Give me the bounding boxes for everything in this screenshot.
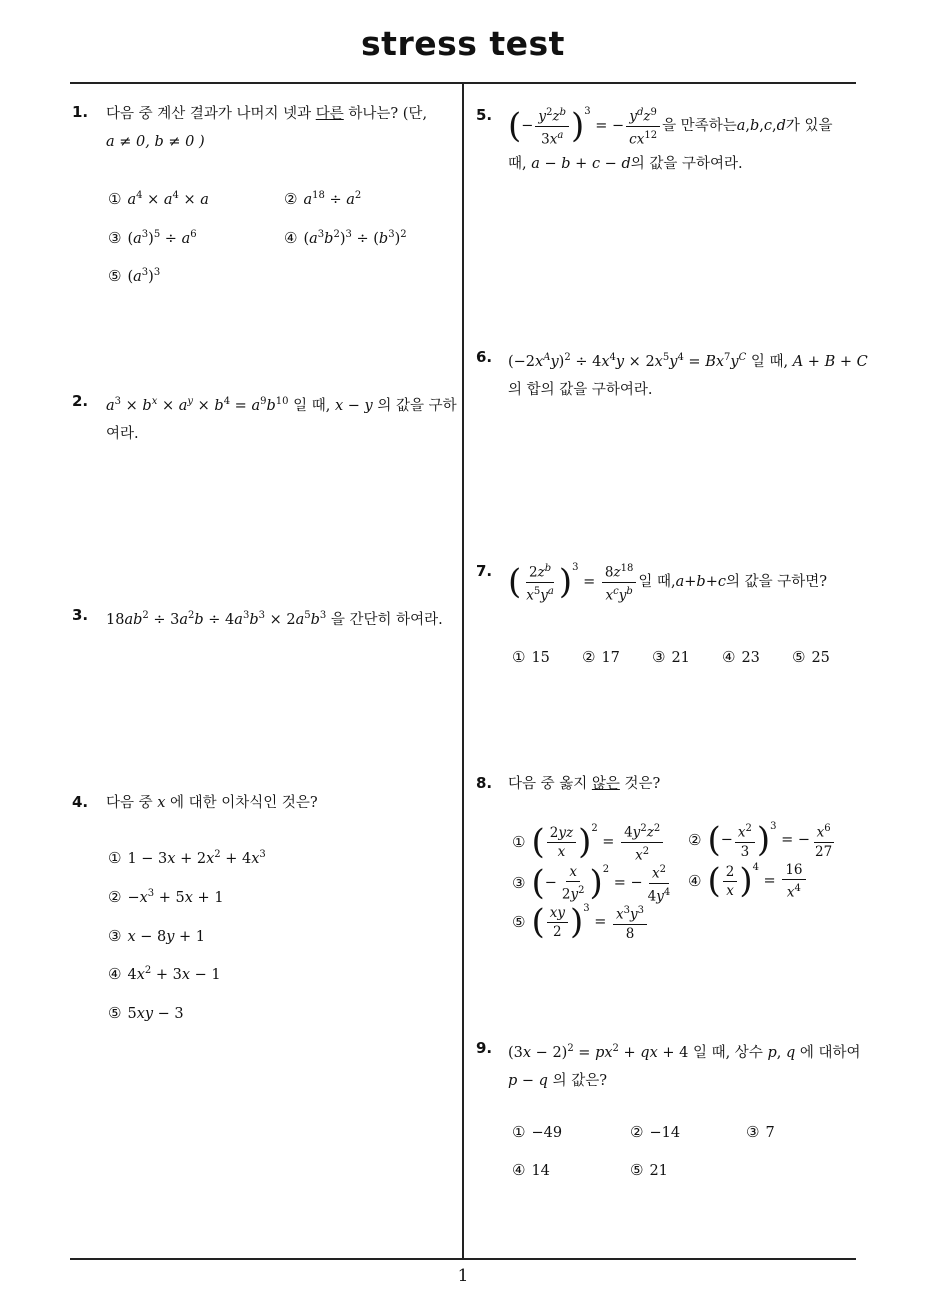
option-5[interactable]: ⑤ ( $\frac{xy}{2}$ ) 3 = $\frac{x^3y^3}{8}$ [512, 902, 649, 943]
option-1[interactable]: ① −49 [512, 1123, 563, 1141]
condition: a ≠ 0, b ≠ 0 ) [106, 134, 205, 150]
option-5[interactable]: ⑤ $(a^3)^3$ [108, 267, 161, 285]
option-1[interactable]: ① ( $\frac{2yz}{x}$ ) 2 = $\frac{4y^2z^2}{x^2}$ [512, 820, 665, 864]
option-1[interactable]: ① $1 - 3x + 2x^2 + 4x^3$ [108, 849, 266, 867]
option-4[interactable]: ④ $4x^2 + 3x - 1$ [108, 965, 221, 983]
question-text: 다음 중 x 에 대한 이차식인 것은? [106, 795, 318, 811]
page-number: 1 [457, 1266, 469, 1286]
question-number: 9. [476, 1039, 493, 1057]
option-3[interactable]: ③ ( − $\frac{x}{2y^2}$ ) 2 = − $\frac{x^2}{4y^4}$ [512, 863, 671, 904]
option-2[interactable]: ② $-x^3 + 5x + 1$ [108, 888, 224, 906]
question-text: $(-2x^Ay)^2 \div 4x^4y \times 2x^5y^4 = Bx^7y^C$ 일 때, A + B + C 의 합의 값을 구하여라. [508, 352, 868, 398]
question-text: $(3x - 2)^2 = px^2$ + qx + 4 일 때, 상수 p, q 에 대하여 p − q 의 값은? [508, 1043, 861, 1089]
option-2[interactable]: ② ( − $\frac{x^2}{3}$ ) 3 = − $\frac{x^6}{27}$ [688, 820, 833, 861]
question-text: ( − $\frac{y^2z^b}{3x^a}$ ) 3 = − $\frac{y^dz^9}{cx^{12}}$ 을 만족하는 a , b , c , d 가 있을 때, a − b + c − d의 값을 구하여라. [508, 106, 833, 172]
option-4[interactable]: ④ 14 [512, 1161, 550, 1179]
option-2[interactable]: ② 17 [582, 648, 620, 666]
question-number: 2. [72, 392, 89, 410]
question-number: 8. [476, 774, 493, 792]
question-number: 1. [72, 103, 89, 121]
option-1[interactable]: ① $a^4 \times a^4 \times a$ [108, 190, 209, 208]
option-5[interactable]: ⑤ 5xy − 3 [108, 1004, 184, 1022]
question-number: 6. [476, 348, 493, 366]
question-number: 7. [476, 562, 493, 580]
question-text: $18ab^2 \div 3a^2b \div 4a^3b^3 \times 2a^5b^3$ 을 간단히 하여라. [106, 610, 443, 628]
question-number: 5. [476, 106, 493, 124]
option-3[interactable]: ③ 7 [746, 1123, 775, 1141]
question-text: ( $\frac{2z^b}{x^5y^a}$ ) 3 = $\frac{8z^{18}}{x^cy^b}$ 일 때, a + b + c 의 값을 구하면? [508, 562, 828, 603]
column-divider [462, 83, 464, 1259]
option-2[interactable]: ② $a^{18} \div a^2$ [284, 190, 362, 208]
option-3[interactable]: ③ $(a^3)^5 \div a^6$ [108, 229, 197, 247]
option-3[interactable]: ③ x − 8y + 1 [108, 927, 206, 945]
underlined-word: 않은 [591, 776, 620, 792]
question-number: 3. [72, 606, 89, 624]
question-text: 다음 중 계산 결과가 나머지 넷과 다른 하나는? (단, a ≠ 0, b ≠ 0 ) [106, 106, 428, 150]
option-2[interactable]: ② −14 [630, 1123, 681, 1141]
option-3[interactable]: ③ 21 [652, 648, 690, 666]
option-4[interactable]: ④ ( $\frac{2}{x}$ ) 4 = $\frac{16}{x^4}$ [688, 861, 808, 902]
option-4[interactable]: ④ $(a^3b^2)^3 \div (b^3)^2$ [284, 229, 407, 247]
question-number: 4. [72, 793, 89, 811]
question-text: $a^3 \times b^x \times a^y \times b^4 = a^9b^{10}$ 일 때, x − y 의 값을 구하 여라. [106, 396, 457, 442]
question-text: 다음 중 옳지 않은 것은? [508, 776, 661, 792]
footer-rule [70, 1258, 856, 1260]
option-4[interactable]: ④ 23 [722, 648, 760, 666]
underlined-word: 다른 [315, 106, 344, 122]
page-title: stress test [361, 24, 565, 63]
option-5[interactable]: ⑤ 21 [630, 1161, 668, 1179]
option-1[interactable]: ① 15 [512, 648, 550, 666]
option-5[interactable]: ⑤ 25 [792, 648, 830, 666]
